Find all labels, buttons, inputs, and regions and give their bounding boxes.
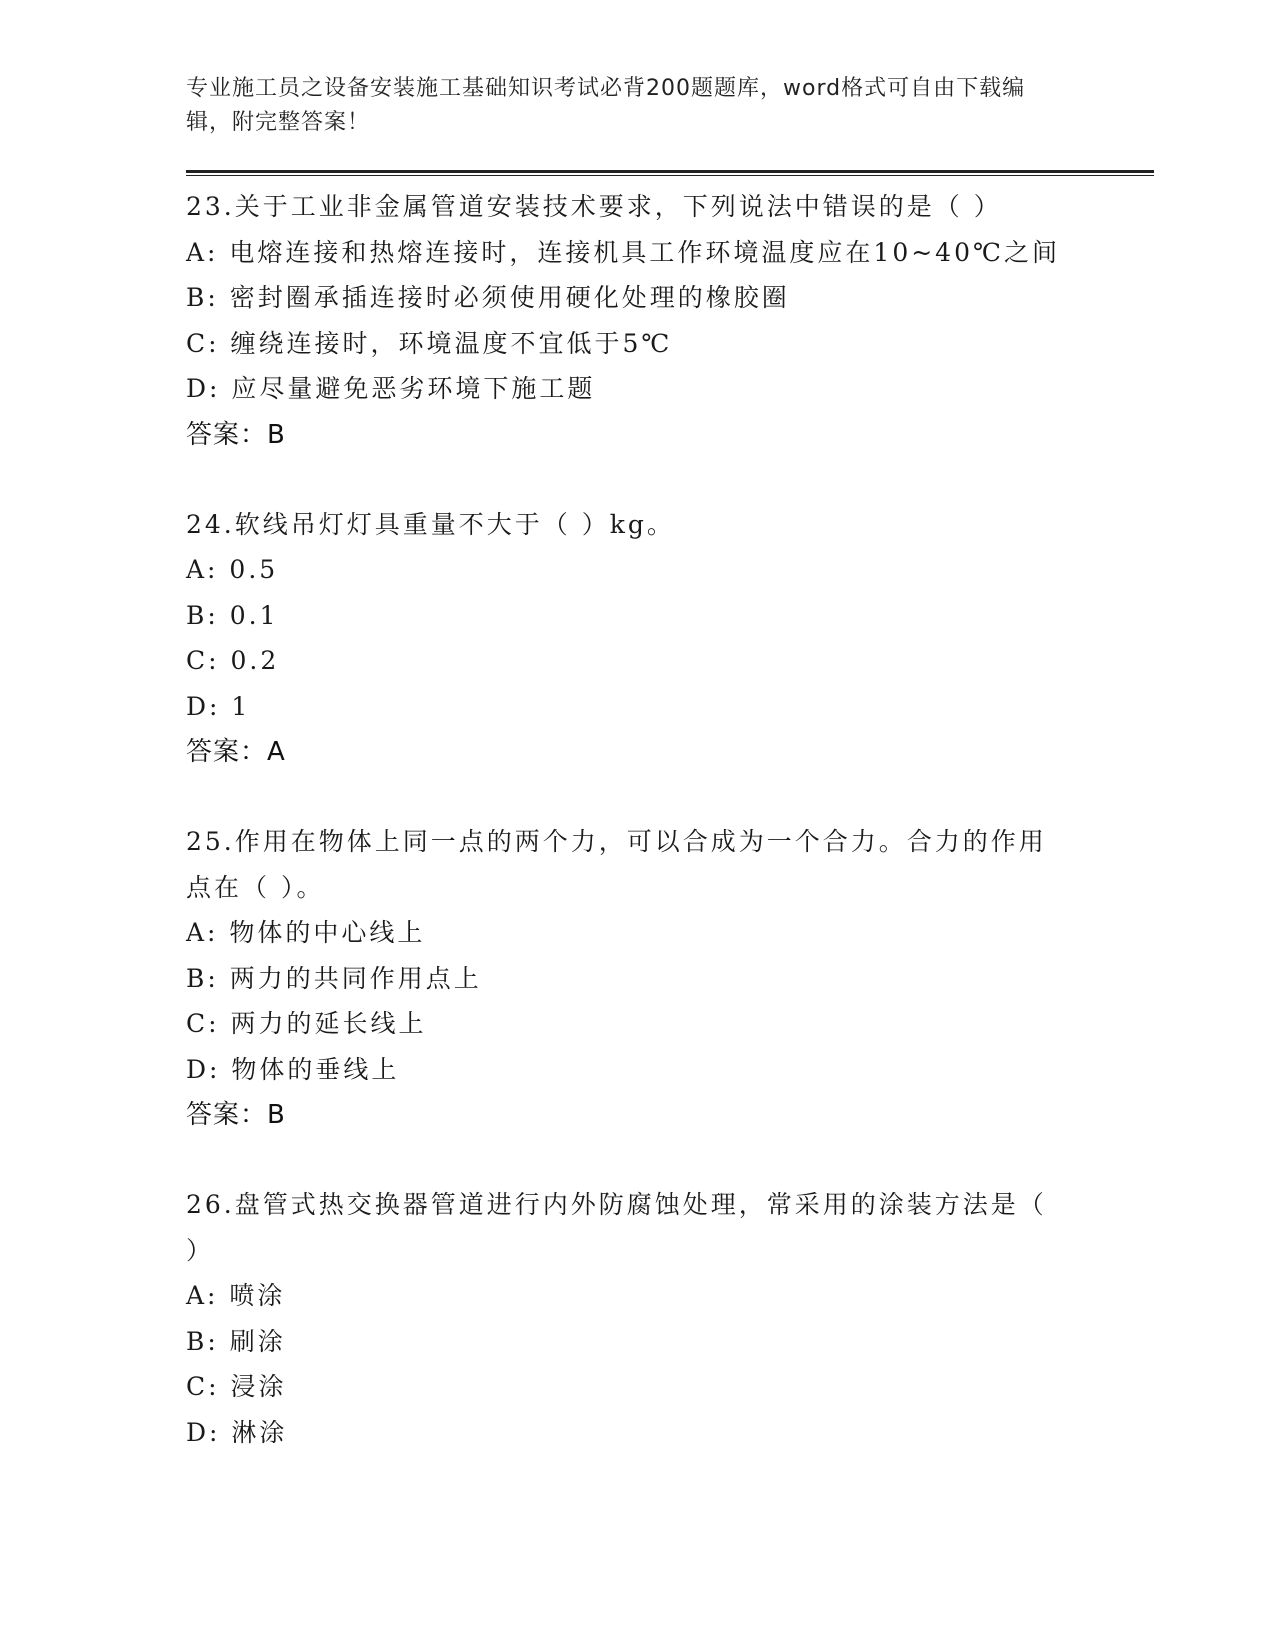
answer-line [186,1092,1146,1138]
option-b: B: 两力的共同作用点上 [186,963,482,993]
option-c: C: 0.2 [186,646,280,675]
option-d: D: 1 [186,691,251,721]
option-d: D: 物体的垂线上 [186,1054,400,1084]
question-24 [186,502,1146,776]
answer-value: A [267,737,286,767]
option-c: C: 浸涂 [186,1372,287,1401]
answer-label: 答案： [186,737,268,767]
answer-label: 答案： [186,1100,268,1130]
answer-line [186,729,1146,775]
option-c: C: 两力的延长线上 [186,1009,427,1038]
document-page [186,0,1146,1499]
option-a: A: 喷涂 [186,1281,286,1310]
option-a: A: 0.5 [186,555,279,584]
option-b: B: 密封圈承插连接时必须使用硬化处理的橡胶圈 [186,283,790,312]
option-a: A: 电熔连接和热熔连接时，连接机具工作环境温度应在10~40℃之间 [186,237,1060,267]
question-26 [186,1182,1146,1455]
question-stem: 24.软线吊灯灯具重量不大于（ ）kg。 [186,509,675,539]
option-d: D: 淋涂 [186,1417,288,1447]
option-b: B: 刷涂 [186,1326,286,1356]
answer-value: B [267,1100,286,1130]
question-stem: 26.盘管式热交换器管道进行内外防腐蚀处理，常采用的涂装方法是（ ） [186,1190,1047,1265]
question-stem: 25.作用在物体上同一点的两个力，可以合成为一个合力。合力的作用点在（ ）。 [186,827,1047,902]
header-divider [186,170,1154,176]
question-23 [186,184,1146,458]
answer-value: B [267,419,286,450]
question-25 [186,819,1146,1138]
option-b: B: 0.1 [186,600,279,630]
option-a: A: 物体的中心线上 [186,918,426,947]
question-stem: 23.关于工业非金属管道安装技术要求，下列说法中错误的是（ ） [186,192,1002,221]
answer-line [186,412,1146,458]
document-header: 专业施工员之设备安装施工基础知识考试必背200题题库，word格式可自由下载编辑，附完整答案！ [186,76,1026,135]
option-c: C: 缠绕连接时，环境温度不宜低于5℃ [186,328,673,358]
answer-label: 答案： [186,419,268,450]
question-list [186,184,1146,1455]
option-d: D: 应尽量避免恶劣环境下施工题 [186,374,596,403]
